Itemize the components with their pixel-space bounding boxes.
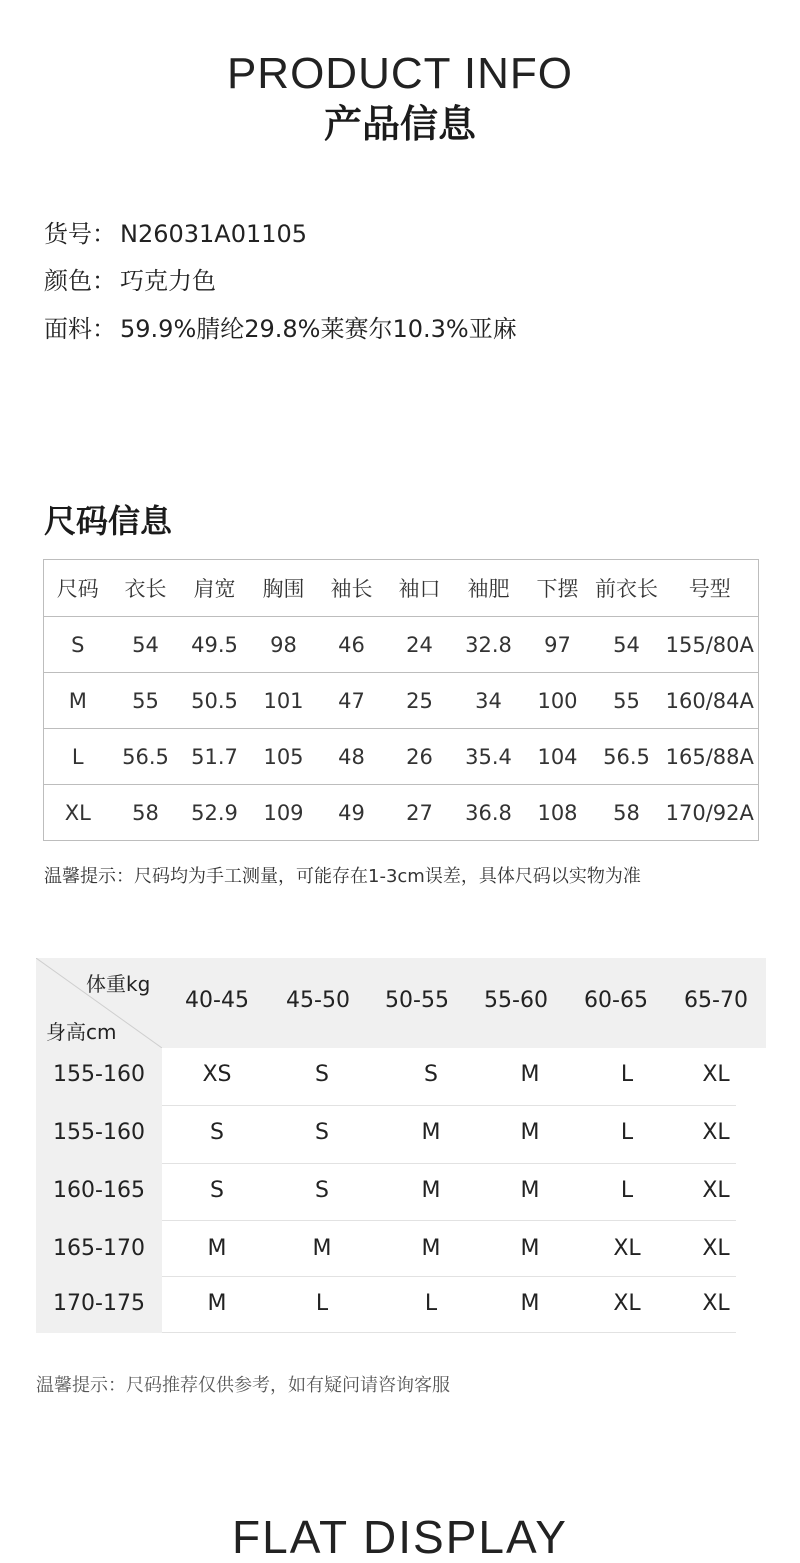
size-cell: 97 [524, 617, 592, 673]
size-cell: 27 [386, 785, 454, 841]
recommend-cell: M [520, 1062, 540, 1087]
weight-axis-label: 体重kg [86, 972, 151, 996]
table-row [44, 617, 759, 673]
size-cell: 47 [318, 673, 386, 729]
size-recommend-table [36, 958, 766, 1333]
size-col-header: 袖肥 [454, 560, 524, 617]
recommend-cell: XL [613, 1291, 641, 1316]
recommend-cell: L [315, 1291, 329, 1316]
size-cell: 101 [250, 673, 318, 729]
size-cell: 55 [592, 673, 662, 729]
size-cell: 35.4 [454, 729, 524, 785]
size-cell: 165/88A [662, 729, 759, 785]
recommend-cell: M [421, 1236, 441, 1261]
row-divider [162, 1163, 736, 1164]
size-cell: 49 [318, 785, 386, 841]
size-cell: XL [44, 785, 112, 841]
recommend-cell: XL [702, 1120, 730, 1145]
recommend-cell: S [424, 1062, 438, 1087]
weight-col-header: 65-70 [684, 988, 748, 1013]
recommend-cell: L [620, 1120, 634, 1145]
row-divider [162, 1276, 736, 1277]
height-row-label: 170-175 [53, 1291, 145, 1316]
size-cell: 51.7 [180, 729, 250, 785]
size-cell: 58 [592, 785, 662, 841]
recommend-cell: XL [702, 1062, 730, 1087]
recommend-cell: M [207, 1236, 227, 1261]
size-table [43, 559, 759, 841]
row-divider [162, 1105, 736, 1106]
page-title-cn: 产品信息 [323, 102, 476, 146]
product-fabric-value: 59.9%腈纶29.8%莱赛尔10.3%亚麻 [120, 315, 517, 343]
recommend-cell: M [520, 1291, 540, 1316]
size-cell: 100 [524, 673, 592, 729]
size-measure-note: 温馨提示：尺码均为手工测量，可能存在1-3cm误差，具体尺码以实物为准 [44, 866, 641, 887]
flat-display-title: FLAT DISPLAY [232, 1511, 568, 1563]
size-cell: 48 [318, 729, 386, 785]
size-cell: 56.5 [592, 729, 662, 785]
recommend-cell: S [315, 1062, 329, 1087]
weight-col-header: 40-45 [185, 988, 249, 1013]
size-cell: 34 [454, 673, 524, 729]
size-cell: 52.9 [180, 785, 250, 841]
size-table-header-row [44, 560, 759, 617]
recommend-cell: M [421, 1120, 441, 1145]
height-axis-label: 身高cm [46, 1020, 117, 1044]
recommend-cell: M [312, 1236, 332, 1261]
product-code-label: 货号： [44, 220, 116, 248]
product-color [44, 269, 216, 293]
recommend-cell: M [520, 1178, 540, 1203]
height-row-label: 160-165 [53, 1178, 145, 1203]
size-cell: 26 [386, 729, 454, 785]
table-row [44, 673, 759, 729]
size-cell: 25 [386, 673, 454, 729]
page-title-en: PRODUCT INFO [226, 49, 574, 98]
recommend-cell: S [210, 1178, 224, 1203]
recommend-cell: XL [702, 1291, 730, 1316]
size-cell: S [44, 617, 112, 673]
size-cell: 54 [592, 617, 662, 673]
recommend-cell: XL [702, 1236, 730, 1261]
size-col-header: 下摆 [524, 560, 592, 617]
height-row-label: 155-160 [53, 1062, 145, 1087]
weight-col-header: 55-60 [484, 988, 548, 1013]
size-cell: 98 [250, 617, 318, 673]
recommend-cell: XL [613, 1236, 641, 1261]
recommend-cell: L [424, 1291, 438, 1316]
size-col-header: 衣长 [112, 560, 180, 617]
row-divider [162, 1220, 736, 1221]
size-cell: M [44, 673, 112, 729]
weight-col-header: 50-55 [385, 988, 449, 1013]
height-row-label: 165-170 [53, 1236, 145, 1261]
size-cell: 50.5 [180, 673, 250, 729]
size-cell: 155/80A [662, 617, 759, 673]
size-cell: 32.8 [454, 617, 524, 673]
weight-col-header: 45-50 [286, 988, 350, 1013]
size-cell: 105 [250, 729, 318, 785]
size-col-header: 胸围 [250, 560, 318, 617]
product-color-value: 巧克力色 [120, 267, 216, 295]
size-info-heading: 尺码信息 [44, 502, 173, 540]
table-row [44, 729, 759, 785]
size-cell: 24 [386, 617, 454, 673]
size-col-header: 尺码 [44, 560, 112, 617]
recommend-note: 温馨提示：尺码推荐仅供参考，如有疑问请咨询客服 [36, 1375, 450, 1396]
product-color-label: 颜色： [44, 267, 116, 295]
size-cell: L [44, 729, 112, 785]
size-cell: 160/84A [662, 673, 759, 729]
size-cell: 109 [250, 785, 318, 841]
size-col-header: 号型 [662, 560, 759, 617]
size-cell: 104 [524, 729, 592, 785]
weight-col-header: 60-65 [584, 988, 648, 1013]
recommend-cell: L [620, 1178, 634, 1203]
size-cell: 55 [112, 673, 180, 729]
product-fabric-label: 面料： [44, 315, 116, 343]
recommend-cell: S [315, 1120, 329, 1145]
size-col-header: 袖长 [318, 560, 386, 617]
recommend-cell: XS [202, 1062, 232, 1087]
recommend-cell: XL [702, 1178, 730, 1203]
product-code-value: N26031A01105 [120, 220, 308, 248]
size-cell: 46 [318, 617, 386, 673]
size-col-header: 前衣长 [592, 560, 662, 617]
product-fabric [44, 317, 517, 341]
product-code [44, 222, 307, 246]
recommend-cell: L [620, 1062, 634, 1087]
size-col-header: 袖口 [386, 560, 454, 617]
size-cell: 108 [524, 785, 592, 841]
recommend-cell: S [315, 1178, 329, 1203]
table-row [44, 785, 759, 841]
size-col-header: 肩宽 [180, 560, 250, 617]
recommend-cell: M [520, 1236, 540, 1261]
size-cell: 170/92A [662, 785, 759, 841]
recommend-cell: M [421, 1178, 441, 1203]
row-divider [162, 1332, 736, 1333]
size-cell: 54 [112, 617, 180, 673]
height-row-label: 155-160 [53, 1120, 145, 1145]
recommend-cell: M [207, 1291, 227, 1316]
size-cell: 49.5 [180, 617, 250, 673]
recommend-cell: M [520, 1120, 540, 1145]
size-cell: 36.8 [454, 785, 524, 841]
recommend-cell: S [210, 1120, 224, 1145]
size-cell: 58 [112, 785, 180, 841]
size-cell: 56.5 [112, 729, 180, 785]
